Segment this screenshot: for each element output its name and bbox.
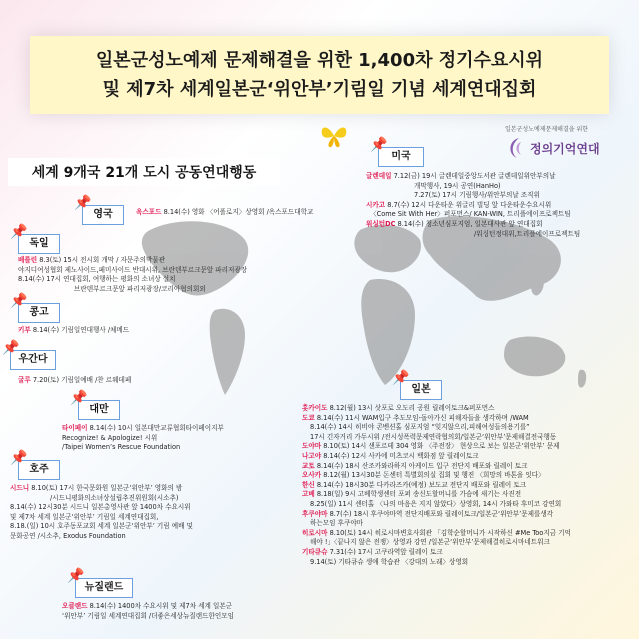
pushpin-icon: 📌 bbox=[74, 195, 92, 211]
country-box-germany: 독일 bbox=[18, 234, 60, 254]
event-australia: 시드니 8.10(토) 17시 한국문화원 일본군‘위안부’ 영화의 밤 /시드니평화의소녀상설립추진위원회(시소추) 8.14(수) 12시30분 시드니 일본총영사관 앞 1400차 수요시위 및 제7차 세계 일본군‘위안부’ 기림일 세계연대집회, 8.18.(일) 10시 호주동포교회 세계 일본군‘위안부’ 기림 예배 및 문화공연 /시소추, Exodus Foundation bbox=[10, 484, 193, 540]
japan-event-row bbox=[302, 490, 571, 500]
event-text: 8.25(일) 11시 센터홀 〈나의 마음은 지지 않았다〉상영회, 14시 가와타 후미코 강연회 bbox=[310, 499, 562, 508]
event-germany: 베를린 8.3(토) 15시 전시회 개막 / 자문주의박물관 야지디여성협회 제노사이드,페미사이드 반대시위, 브란덴부르크문앞 파리저광장 8.14(수) 17시 연대집회, 여행하는 평화의 소녀상 설치 브란덴부르크문앞 파리저광장/코리아협의회외 bbox=[18, 256, 248, 293]
city-name: 시드니 bbox=[10, 484, 30, 492]
city-name: 나고야 bbox=[302, 451, 322, 460]
city-name: 오사카 bbox=[302, 471, 322, 480]
subtitle: 세계 9개국 21개 도시 공동연대행동 bbox=[8, 158, 280, 186]
city-name: 굴루 bbox=[18, 376, 31, 384]
event-text: 8.14(수) 18시30분 다카라즈카(예정) 보도교 전단지 배포와 릴레이 토크 bbox=[314, 480, 527, 489]
pushpin-icon: 📌 bbox=[10, 293, 28, 309]
country-box-taiwan: 대만 bbox=[78, 400, 120, 420]
org-tagline: 일본군성노예제문제해결을 위한 bbox=[505, 126, 589, 133]
japan-event-row bbox=[302, 519, 571, 529]
country-box-uk: 영국 bbox=[82, 205, 124, 225]
title-line-2: 및 제7차 세계일본군‘위안부’기림일 기념 세계연대집회 bbox=[102, 79, 537, 100]
pushpin-icon: 📌 bbox=[2, 340, 20, 356]
japan-event-row bbox=[302, 481, 571, 491]
title-banner bbox=[30, 36, 609, 114]
butterfly-icon bbox=[318, 122, 350, 150]
city-name: 키부 bbox=[18, 326, 31, 334]
pushpin-icon: 📌 bbox=[392, 370, 410, 386]
event-japan-list bbox=[302, 404, 571, 567]
event-taiwan: 타이페이 8.14(수) 10시 일본대만교류협회타이페이지부 Recognize! & Apologize! 시위 /Taipei Women’s Rescue Foundation bbox=[62, 424, 224, 452]
japan-event-row bbox=[302, 433, 571, 443]
crescent-logo-icon bbox=[505, 136, 527, 160]
japan-event-row bbox=[302, 471, 571, 481]
japan-event-row bbox=[302, 500, 571, 510]
city-name: 오클랜드 bbox=[62, 602, 88, 610]
city-name: 도야마 bbox=[302, 442, 322, 451]
japan-event-row bbox=[302, 548, 571, 558]
event-text: 8.12(월) 13시30분 돈센터 특별회의실 집회 및 행진 〈희망의 바톤을 잇다〉 bbox=[321, 471, 545, 480]
event-uganda: 굴루 7.20(토) 기림일예배 /찬 르웨데페 bbox=[18, 376, 132, 384]
event-text: 8.10(토) 14시 히로시마변호사회관 「김학순할머니가 시작하신 #Me Too지금 기억 bbox=[327, 528, 571, 537]
event-text: 7.31(수) 17시 고쿠라역앞 릴레이 토크 bbox=[327, 547, 443, 556]
pushpin-icon: 📌 bbox=[67, 568, 85, 584]
country-box-australia: 호주 bbox=[18, 460, 60, 480]
pushpin-icon: 📌 bbox=[370, 137, 388, 153]
pushpin-icon: 📌 bbox=[70, 390, 88, 406]
event-uk: 옥스포드 8.14(수) 영화 〈어폴로지〉상영회 /옥스포드대학교 bbox=[136, 208, 314, 216]
japan-event-row bbox=[302, 452, 571, 462]
japan-event-row bbox=[302, 414, 571, 424]
city-name: 타이페이 bbox=[62, 424, 88, 432]
country-box-usa: 미국 bbox=[378, 147, 424, 167]
city-name: 글렌데일 bbox=[366, 172, 392, 180]
city-name: 옥스포드 bbox=[136, 208, 162, 216]
event-text: 하는모임 후쿠야마 bbox=[310, 519, 364, 528]
city-name: 한신 bbox=[302, 480, 315, 489]
city-name: 도쿄 bbox=[302, 413, 315, 422]
event-text: 8.12(월) 13시 삿포로 오도리 공원 릴레이토크&퍼포먼스 bbox=[327, 404, 495, 412]
title-line-1: 일본군성노예제 문제해결을 위한 1,400차 정기수요시위 bbox=[95, 50, 544, 71]
city-name: 히로시마 bbox=[302, 528, 328, 537]
japan-event-row bbox=[302, 442, 571, 452]
event-text: 8.10(토) 14시 샌포르테 304 영화 〈주전장〉 현상으로 보는 일본군‘위안부’ 문제 bbox=[321, 442, 560, 451]
country-box-japan: 일본 bbox=[400, 380, 442, 400]
event-text: 17시 긴자거리 가두시위 /전시성폭력문제연락협의회/일본군‘위안부’문제해결전국행동 bbox=[310, 432, 557, 441]
event-text: 9.14(토) 기타큐슈 생애 학습관 〈강대의 노래〉상영회 bbox=[310, 557, 469, 566]
city-name: 고베 bbox=[302, 490, 315, 499]
japan-event-row bbox=[302, 423, 571, 433]
city-name: 시카고 bbox=[366, 200, 386, 209]
event-text: 8.14(수) 11시 WAM입구 추도모임-돌아가신 피해자들을 생각하며 /WAM bbox=[314, 413, 529, 422]
pushpin-icon: 📌 bbox=[10, 450, 28, 466]
event-text: 8.7(수) 18시 후쿠야마역 전단지배포와 릴레이토크/일본군‘위안부’문제를생각 bbox=[327, 509, 554, 518]
event-text: 8.14(수) 18시 산조카와라하지 아케이드 입구 전단지 배포와 릴레이 토크 bbox=[314, 461, 528, 470]
japan-event-row bbox=[302, 404, 571, 414]
event-congo: 키부 8.14(수) 기림일연대행사 /체메드 bbox=[18, 326, 130, 334]
japan-event-row bbox=[302, 462, 571, 472]
event-text: 8.18(일) 9시 고베학생센터 포퍼 송신도할머니를 가슴에 새기는 사진전 bbox=[314, 490, 522, 499]
city-name: 기타큐슈 bbox=[302, 547, 328, 556]
city-name: 베를린 bbox=[18, 256, 38, 264]
japan-event-row bbox=[302, 538, 571, 548]
japan-event-row bbox=[302, 529, 571, 539]
city-name: 홋카이도 bbox=[302, 404, 328, 412]
japan-event-row bbox=[302, 510, 571, 520]
event-usa: 글렌데일 7.12(금) 19시 글렌데일중앙도서관 글렌데일위안부의날 개막행사, 19시 공연(HanHo) 7.27(토) 17시 기림행사/위안부의날 조직위 시카고 8.7(수) 12시 다운타운 위글리 빌딩 앞 다운타운수요시위 〈Come Sit With Her〉퍼포먼스/ KAN-WIN, 트리플에이프로젝트팀 워싱턴DC 8.14(수) 청소년심포지엄, 일본대사관 앞 연대집회 /워싱턴정대위,트리플에이프로젝트팀 bbox=[366, 172, 581, 238]
city-name: 교토 bbox=[302, 461, 315, 470]
org-name: 정의기억연대 bbox=[530, 142, 600, 156]
city-name: 워싱턴DC bbox=[366, 219, 396, 228]
japan-event-row bbox=[302, 558, 571, 568]
event-text: 8.14(수) 12시 사카에 미츠코시 백화점 앞 릴레이토크 bbox=[321, 451, 479, 460]
country-box-uganda: 우간다 bbox=[10, 350, 56, 370]
event-nz: 오클랜드 8.14(수) 1400차 수요시위 및 제7차 세계 일본군 ‘위안부’ 기림일 세계연대집회 /더좋은세상뉴질랜드한인모임 bbox=[62, 602, 234, 620]
event-text: 해야 !」〈끝나지 않은 전쟁〉상영과 강연 /일본군‘위안부’문제해결히로시마네트워크 bbox=[310, 538, 550, 547]
country-box-congo: 콩고 bbox=[18, 303, 60, 323]
city-name: 후쿠야마 bbox=[302, 509, 328, 518]
event-text: 8.14(수) 14시 히비야 콘벤션홀 심포지엄 “잊지않으리,피해여성들의용기를” bbox=[310, 423, 530, 432]
pushpin-icon: 📌 bbox=[10, 224, 28, 240]
country-box-nz: 뉴질랜드 bbox=[75, 578, 133, 598]
